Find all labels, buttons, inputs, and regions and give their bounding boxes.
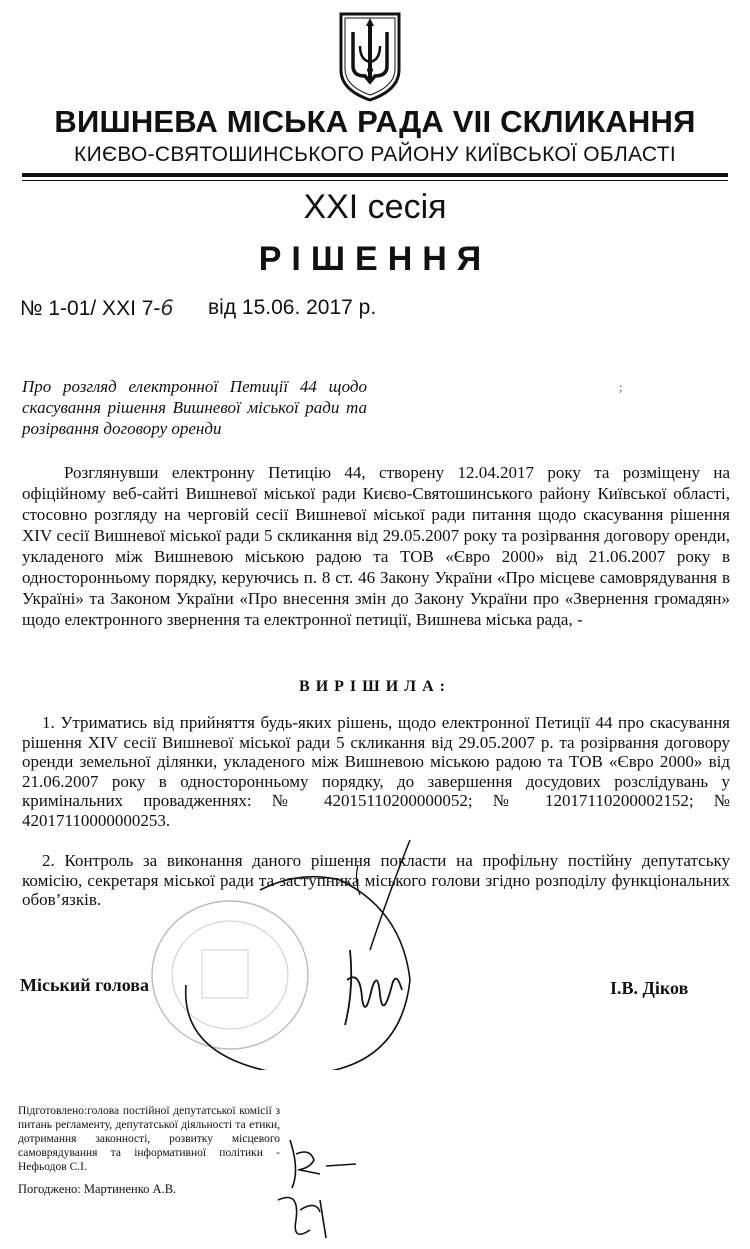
header-divider — [22, 173, 728, 177]
trident-emblem — [335, 10, 405, 102]
resolution-item-1: 1. Утриматись від прийняття будь-яких рішень, щодо електронної Петиції 44 про скасування рішення XIV сесії Вишневої міської ради 5 скликання від 29.05.2007 р. та розірвання договору оренди земельної ділянки, укладеного між Вишневою міською радою та ТОВ «Євро 2000» від 21.06.2007 року в односторонньому порядку, до завершення досудових розслідувань у кримінальних провадженнях: № 42015110200000052; № 12017110200002152; № 42017110000000253. — [22, 713, 730, 830]
preamble-paragraph: Розглянувши електронну Петицію 44, створену 12.04.2017 року та розміщену на офіційному веб-сайті Вишневої міської ради Києво-Святошинського району Київської області, стосовно розгляду на черговій сесії Вишневої міської ради питання щодо скасування рішення XIV сесії Вишневої міської ради 5 скликання від 29.05.2007 року та розірвання договору оренди, укладеного між Вишневою міською радою та ТОВ «Євро 2000» від 21.06.2007 року в односторонньому порядку, керуючись п. 8 ст. 46 Закону України «Про місцеве самоврядування в Україні» та Законом України «Про внесення змін до Закону України про «Звернення громадян» щодо електронного звернення та електронної петиції, Вишнева міська рада, - — [22, 463, 730, 629]
council-subtitle: КИЄВО-СВЯТОШИНСЬКОГО РАЙОНУ КИЇВСЬКОЇ ОБЛАСТІ — [74, 143, 676, 166]
prepared-by-note: Підготовлено:голова постійної депутатської комісії з питань регламенту, депутатської діяльності та етики, дотримання законності, розвитку місцевого самоврядування та інформативної політики - Нефьодов С.І. — [18, 1105, 280, 1173]
decision-number-prefix: № 1-01/ XXI 7- — [20, 297, 161, 320]
decision-number-handwritten: 6 — [160, 296, 174, 320]
resolved-heading: ВИРІШИЛА: — [299, 678, 451, 695]
signature-name: І.В. Діков — [610, 978, 689, 998]
decision-date: від 15.06. 2017 р. — [208, 296, 377, 319]
signature-label: Міський голова — [20, 975, 149, 995]
agreed-by-note: Погоджено: Мартиненко А.В. — [18, 1182, 177, 1196]
session-label: XXI сесія — [303, 188, 447, 226]
decision-subject: Про розгляд електронної Петиції 44 щодо скасування рішення Вишневої міської ради та розірвання договору оренди — [22, 377, 367, 438]
initials-signature — [270, 1130, 360, 1245]
header-divider-thin — [22, 180, 728, 181]
decision-number — [20, 296, 174, 321]
decision-heading: РІШЕННЯ — [258, 240, 492, 278]
stamp-and-signature — [140, 820, 440, 1070]
resolution-item-2: 2. Контроль за виконання даного рішення покласти на профільну постійну депутатську комісію, секретаря міської ради та заступника міського голови згідно розподілу функціональних обов’язків. — [22, 851, 730, 909]
council-title: ВИШНЕВА МІСЬКА РАДА VII СКЛИКАННЯ — [54, 104, 696, 139]
subject-mark: ; — [619, 380, 623, 394]
